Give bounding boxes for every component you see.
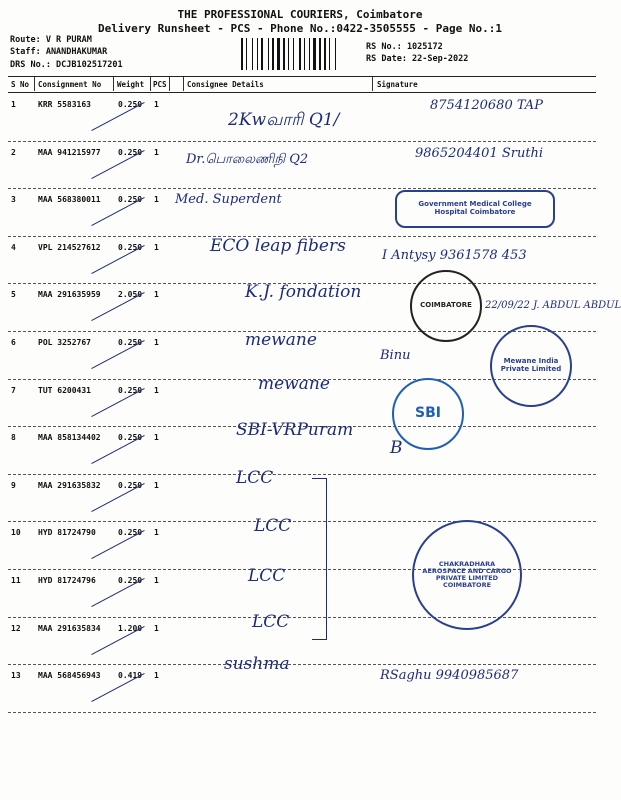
hw-consignee-13: sushma (224, 654, 290, 674)
row-sno: 2 (11, 147, 16, 157)
row-sno: 13 (11, 671, 21, 681)
col-pcs: PCS (153, 80, 167, 89)
row-weight: 0.250 (118, 528, 143, 538)
row-weight: 0.250 (118, 100, 143, 109)
row-pcs: 1 (154, 433, 159, 443)
runsheet-title: Delivery Runsheet - PCS - Phone No.:0422-3505555 - Page No.:1 (98, 22, 502, 35)
row-sno: 10 (11, 528, 21, 538)
hw-signature-6: Binu (380, 348, 411, 363)
row-pcs: 1 (154, 290, 159, 300)
col-consignment: Consignment No (38, 80, 102, 89)
row-weight: 0.250 (118, 242, 143, 252)
row-consignment: MAA 941215977 (38, 147, 101, 157)
hw-consignee-11: LCC (248, 566, 286, 586)
row-consignment: TUT 6200431 (38, 385, 91, 395)
row-consignment: MAA 291635959 (38, 290, 101, 300)
row-divider (8, 521, 596, 522)
row-weight: 1.200 (118, 623, 143, 633)
row-consignment: KRR 5583163 (38, 100, 91, 109)
company-name: THE PROFESSIONAL COURIERS, Coimbatore (177, 8, 423, 21)
row-sno: 1 (11, 100, 16, 109)
col-sno: S No (11, 80, 30, 89)
row-weight: 0.250 (118, 147, 143, 157)
hw-consignee-10: LCC (254, 516, 292, 536)
row-consignment: MAA 291635834 (38, 623, 101, 633)
row-divider (8, 712, 596, 713)
gmc-stamp: Government Medical College Hospital Coimbatore (395, 190, 555, 228)
table-row (8, 477, 596, 523)
row-sno: 5 (11, 290, 16, 300)
hw-signature-8: B (390, 438, 403, 458)
row-sno: 12 (11, 623, 21, 633)
row-pcs: 1 (154, 623, 159, 633)
row-sno: 11 (11, 576, 21, 585)
row-divider (8, 141, 596, 142)
hw-consignee-4: ECO leap fibers (210, 236, 346, 256)
hw-consignee-9: LCC (236, 468, 274, 488)
row-consignment: VPL 214527612 (38, 242, 101, 252)
row-sno: 9 (11, 480, 16, 490)
row-pcs: 1 (154, 242, 159, 252)
row-pcs: 1 (154, 338, 159, 347)
row-pcs: 1 (154, 147, 159, 157)
rs-number: RS No.: 1025172 (366, 42, 443, 52)
row-consignment: MAA 291635832 (38, 480, 101, 490)
header-rule-bottom (8, 92, 596, 93)
table-row (8, 620, 596, 666)
row-sno: 3 (11, 195, 16, 205)
row-consignment: MAA 568456943 (38, 671, 101, 681)
row-consignment: MAA 858134402 (38, 433, 101, 443)
row-weight: 0.250 (118, 338, 143, 347)
hw-consignee-6: mewane (245, 330, 317, 350)
hw-consignee-7: mewane (258, 374, 330, 394)
row-consignment: POL 3252767 (38, 338, 91, 347)
row-pcs: 1 (154, 100, 159, 109)
hw-signature-2: 9865204401 Sruthi (415, 146, 544, 161)
staff: Staff: ANANDHAKUMAR (10, 47, 108, 57)
row-weight: 0.250 (118, 195, 143, 205)
row-consignment: HYD 81724790 (38, 528, 96, 538)
col-weight: Weight (117, 80, 145, 89)
hw-consignee-2: Dr.பொலைணிநி Q2 (186, 152, 309, 167)
row-sno: 4 (11, 242, 16, 252)
drs-number: DRS No.: DCJB102517201 (10, 60, 123, 70)
rs-date: RS Date: 22-Sep-2022 (366, 54, 469, 64)
row-weight: 0.250 (118, 433, 143, 443)
hw-consignee-12: LCC (252, 612, 290, 632)
hw-signature-5: 22/09/22 J. ABDUL ABDUL (485, 300, 621, 311)
row-divider (8, 474, 596, 475)
row-pcs: 1 (154, 385, 159, 395)
hw-consignee-3: Med. Superdent (175, 192, 282, 207)
lcc-bracket (312, 478, 327, 640)
row-divider (8, 617, 596, 618)
route: Route: V R PURAM (10, 35, 92, 45)
mewane-stamp: Mewane India Private Limited (490, 325, 572, 407)
col-consignee: Consignee Details (187, 80, 264, 89)
hw-signature-13: RSaghu 9940985687 (380, 668, 519, 683)
row-sno: 8 (11, 433, 16, 443)
header-rule-top (8, 76, 596, 77)
barcode (241, 38, 361, 70)
hw-consignee-5: K.J. fondation (245, 282, 362, 302)
hw-consignee-8: SBI-VRPuram (236, 420, 354, 440)
lcc-stamp: CHAKRADHARA AEROSPACE AND CARGO PRIVATE LIMITED COIMBATORE (412, 520, 522, 630)
row-pcs: 1 (154, 671, 159, 681)
row-consignment: MAA 568380011 (38, 195, 101, 205)
hall-seal-stamp: COIMBATORE (410, 270, 482, 342)
row-pcs: 1 (154, 528, 159, 538)
sbi-stamp: SBI (392, 378, 464, 450)
row-consignment: HYD 81724796 (38, 576, 96, 585)
row-weight: 2.050 (118, 290, 143, 300)
row-sno: 6 (11, 338, 16, 347)
row-weight: 0.250 (118, 576, 143, 585)
hw-consignee-1: 2Kwவாரி Q1/ (228, 110, 340, 130)
col-signature: Signature (377, 80, 418, 89)
row-pcs: 1 (154, 195, 159, 205)
row-weight: 0.250 (118, 480, 143, 490)
row-weight: 0.419 (118, 671, 143, 681)
row-sno: 7 (11, 385, 16, 395)
hw-signature-1: 8754120680 TAP (430, 98, 543, 113)
row-pcs: 1 (154, 576, 159, 585)
hw-signature-4: I Antysy 9361578 453 (382, 248, 527, 263)
row-pcs: 1 (154, 480, 159, 490)
row-divider (8, 664, 596, 665)
row-weight: 0.250 (118, 385, 143, 395)
